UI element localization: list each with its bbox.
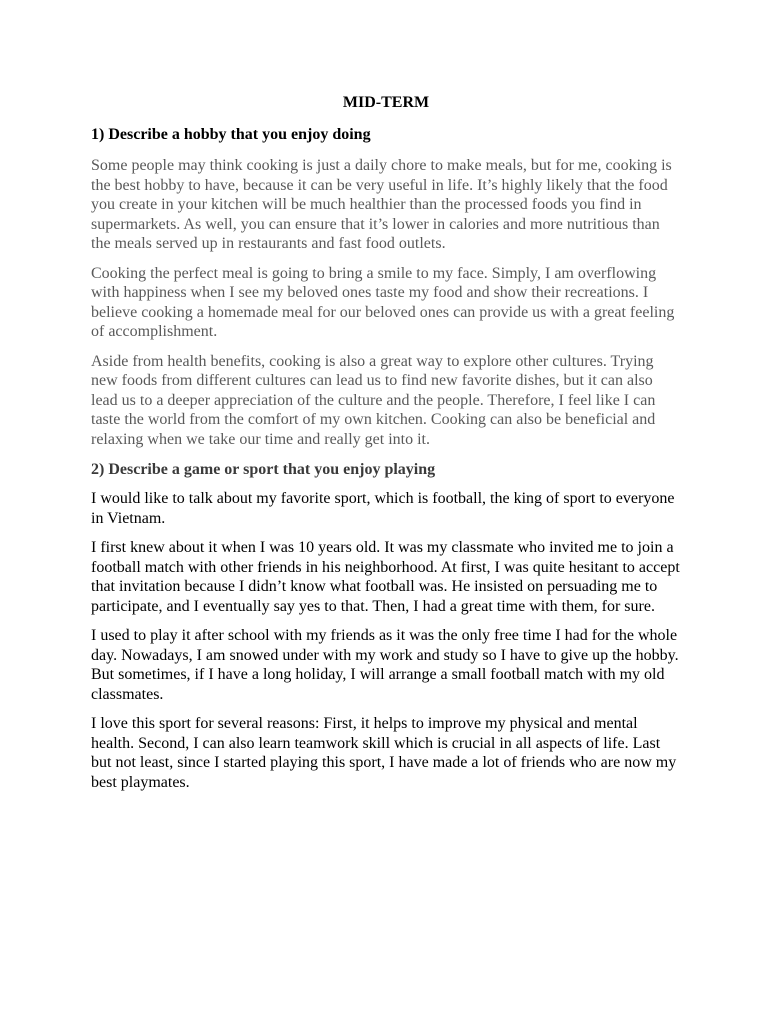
section-sport: [91, 459, 681, 792]
paragraph: I first knew about it when I was 10 years old. It was my classmate who invited me to join a football match with other friends in his neighborhood. At first, I was quite hesitant to accept that invitation because I didn’t know what football was. He insisted on persuading me to participate, and I eventually say yes to that. Then, I had a great time with them, for sure.: [91, 539, 680, 615]
paragraph: Cooking the perfect meal is going to bring a smile to my face. Simply, I am overflowing with happiness when I see my beloved ones taste my food and show their recreations. I believe cooking a homemade meal for our beloved ones can provide us with a great feeling of accomplishment.: [91, 264, 675, 340]
section-hobby: [91, 124, 681, 449]
paragraph: I used to play it after school with my friends as it was the only free time I had for the whole day. Nowadays, I am snowed under with my work and study so I have to give up the hobby. But sometimes, if I have a long holiday, I will arrange a small football match with my old classmates.: [91, 627, 679, 703]
section-heading: 2) Describe a game or sport that you enjoy playing: [91, 461, 436, 478]
document-title: MID-TERM: [342, 94, 430, 111]
paragraph: Some people may think cooking is just a daily chore to make meals, but for me, cooking is the best hobby to have, because it can be very useful in life. It’s highly likely that the food you create in your kitchen will be much healthier than the processed foods you find in supermarkets. As well, you can ensure that it’s lower in calories and more nutritious than the meals served up in restaurants and fast food outlets.: [91, 157, 672, 252]
section-heading: 1) Describe a hobby that you enjoy doing: [91, 126, 371, 143]
paragraph: I love this sport for several reasons: First, it helps to improve my physical and mental health. Second, I can also learn teamwork skill which is crucial in all aspects of life. Last but not least, since I started playing this sport, I have made a lot of friends who are now my best playmates.: [91, 715, 677, 791]
paragraph: Aside from health benefits, cooking is also a great way to explore other cultures. Trying new foods from different cultures can lead us to find new favorite dishes, but it can also lead us to a deeper appreciation of the culture and the people. Therefore, I feel like I can taste the world from the comfort of my own kitchen. Cooking can also be beneficial and relaxing when we take our time and really get into it.: [91, 352, 656, 448]
document-content: [91, 92, 681, 802]
paragraph: I would like to talk about my favorite sport, which is football, the king of sport to everyone in Vietnam.: [91, 490, 675, 527]
